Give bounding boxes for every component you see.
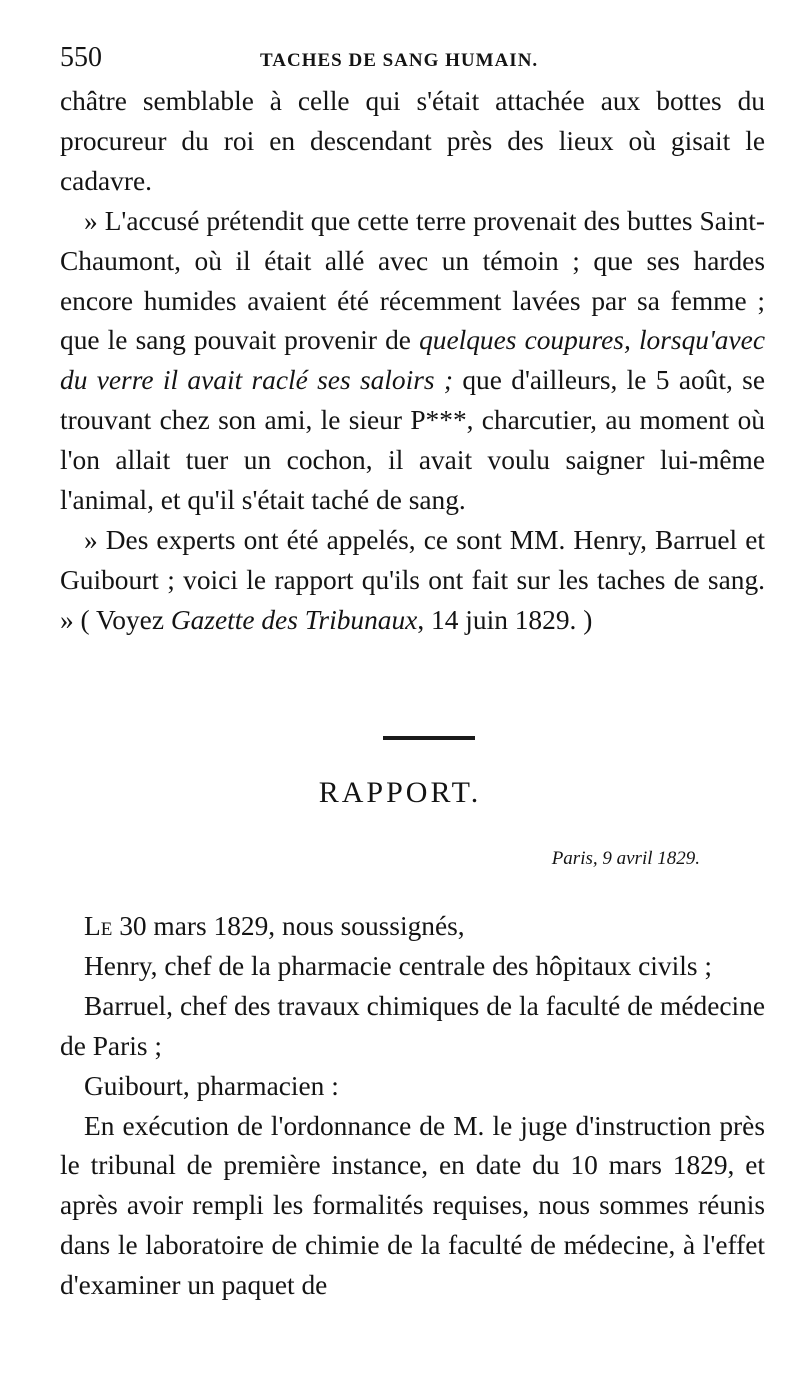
signatory-henry: Henry, chef de la pharmacie centrale des hôpitaux civils ; — [84, 950, 712, 981]
report-opening — [60, 907, 765, 947]
report-opening-rest: 30 mars 1829, nous soussignés, — [112, 911, 465, 941]
gazette-title: Gazette des Tribunaux — [170, 604, 418, 635]
accused-text-start: » L'accusé prétendit que cette terre provenait des buttes Saint-Chaumont, où il était allé avec un témoin ; que ses hardes encore humides avaient été récemment lavées par sa femme ; que le sang pouvait provenir de — [60, 205, 765, 356]
signatory-barruel: Barruel, chef des travaux chimiques de la faculté de médecine de Paris ; — [60, 990, 765, 1061]
running-title: TACHES DE SANG HUMAIN. — [260, 50, 539, 71]
section-heading: RAPPORT. — [318, 776, 482, 809]
accused-paragraph — [60, 202, 765, 521]
experts-paragraph — [60, 521, 765, 641]
execution-paragraph: En exécution de l'ordonnance de M. le juge d'instruction près le tribunal de première instance, en date du 10 mars 1829, et après avoir rempli les formalités requises, nous sommes réunis dans le laboratoire de chimie de la faculté de médecine, à l'effet d'examiner un paquet de — [60, 1110, 765, 1301]
accused-text-end: que d'ailleurs, le 5 août, se trouvant chez son ami, le sieur P***, charcutier, au moment où l'on allait tuer un cochon, il avait voulu saigner lui-même l'animal, et qu'il s'était taché de sang. — [60, 365, 765, 516]
accused-italic-text: quelques coupures, lorsqu'avec du verre il avait raclé ses saloirs ; — [60, 325, 765, 396]
page-header — [60, 42, 760, 76]
page-number: 550 — [60, 42, 102, 73]
experts-text-start: » Des experts ont été appelés, ce sont MM. Henry, Barruel et Guibourt ; voici le rapport qu'ils ont fait sur les taches de sang. » ( Voyez — [60, 524, 765, 635]
dateline: Paris, 9 avril 1829. — [551, 848, 700, 869]
body-text — [60, 82, 765, 641]
section-divider — [383, 736, 475, 740]
signatory-guibourt: Guibourt, pharmacien : — [84, 1070, 339, 1101]
continuation-paragraph: châtre semblable à celle qui s'était attachée aux bottes du procureur du roi en descendant près des lieux où gisait le cadavre. — [60, 86, 765, 196]
experts-text-end: , 14 juin 1829. ) — [417, 604, 593, 635]
report-opening-word: Le — [84, 911, 113, 941]
report-text — [60, 907, 765, 1306]
